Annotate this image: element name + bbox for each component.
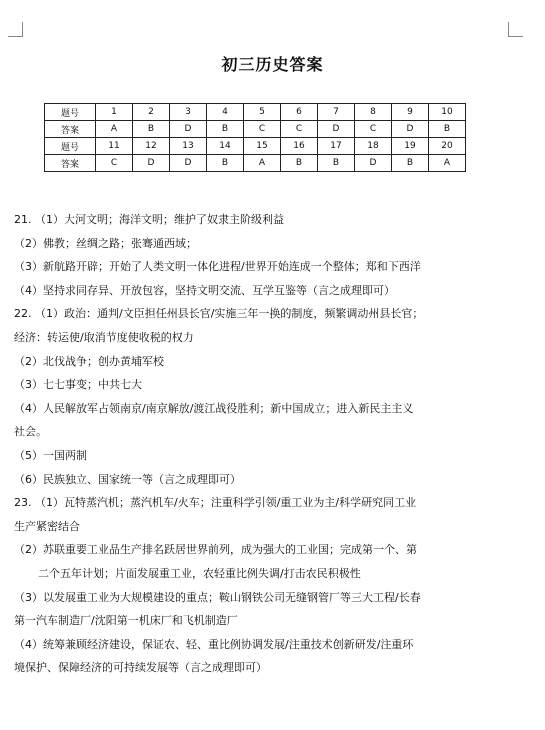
answer-cell: C (355, 121, 392, 138)
answer-table-row (45, 155, 466, 172)
answer-cell: 4 (207, 104, 244, 121)
answer-line: （3）新航路开辟；开始了人类文明一体化进程/世界开始连成一个整体；郑和下西洋 (14, 260, 421, 274)
answer-cell: 11 (96, 138, 133, 155)
answer-cell: 1 (96, 104, 133, 121)
answer-cell: C (96, 155, 133, 172)
answer-cell: 14 (207, 138, 244, 155)
corner-mark-top-right (508, 22, 523, 37)
answer-cell: B (207, 155, 244, 172)
answer-table-row (45, 121, 466, 138)
answer-cell: 9 (392, 104, 429, 121)
answer-cell: 7 (318, 104, 355, 121)
answer-cell: B (281, 155, 318, 172)
answer-cell: 10 (429, 104, 466, 121)
answer-cell: A (96, 121, 133, 138)
answer-cell: D (392, 121, 429, 138)
answer-cell: 13 (170, 138, 207, 155)
answer-cell: 12 (133, 138, 170, 155)
corner-mark-top-left (8, 22, 23, 37)
answer-line: （4）统筹兼顾经济建设，保证农、轻、重比例协调发展/注重技术创新研发/注重环 (14, 637, 414, 651)
answer-table-row (45, 104, 466, 121)
answer-table (44, 103, 466, 172)
answer-table-row (45, 138, 466, 155)
answer-line: 23. （1）瓦特蒸汽机；蒸汽机车/火车；注重科学引领/重工业为主/科学研究同工业 (14, 496, 417, 510)
answer-line: 21. （1）大河文明；海洋文明；维护了奴隶主阶级利益 (14, 213, 284, 226)
answer-cell: C (244, 121, 281, 138)
row-header-cell: 答案 (45, 121, 96, 138)
answer-cell: 5 (244, 104, 281, 121)
answer-line: 二个五年计划；片面发展重工业，农轻重比例失调/打击农民积极性 (38, 566, 361, 580)
answer-line: （4）人民解放军占领南京/南京解放/渡江战役胜利；新中国成立；进入新民主主义 (14, 401, 414, 415)
answer-cell: B (392, 155, 429, 172)
answer-line: （2）北伐战争；创办黄埔军校 (14, 354, 164, 368)
answer-cell: D (170, 121, 207, 138)
answer-line: （4）坚持求同存异、开放包容，坚持文明交流、互学互鉴等（言之成理即可） (14, 283, 395, 297)
answer-cell: D (318, 121, 355, 138)
answer-cell: B (207, 121, 244, 138)
answer-line: 经济：转运使/取消节度使收税的权力 (14, 330, 194, 344)
row-header-cell: 答案 (45, 155, 96, 172)
answer-line: 境保护、保障经济的可持续发展等（言之成理即可） (14, 661, 267, 675)
answer-cell: 15 (244, 138, 281, 155)
answer-line: （3）以发展重工业为大规模建设的重点；鞍山钢铁公司无缝钢管厂等三大工程/长春 (14, 590, 421, 604)
answer-line: 社会。 (14, 425, 47, 439)
answer-cell: D (170, 155, 207, 172)
answer-cell: 18 (355, 138, 392, 155)
answer-cell: 6 (281, 104, 318, 121)
answer-line: （2）佛教；丝绸之路；张骞通西域； (14, 236, 197, 250)
page-title: 初三历史答案 (221, 55, 324, 74)
answer-line: （2）苏联重要工业品生产排名跃居世界前列，成为强大的工业国；完成第一个、第 (14, 543, 417, 557)
row-header-cell: 题号 (45, 138, 96, 155)
answer-cell: 2 (133, 104, 170, 121)
answer-line: （5）一国两制 (14, 448, 87, 462)
answer-cell: D (355, 155, 392, 172)
answer-cell: B (133, 121, 170, 138)
answer-cell: A (429, 155, 466, 172)
answer-cell: 17 (318, 138, 355, 155)
answer-cell: 16 (281, 138, 318, 155)
answer-cell: 20 (429, 138, 466, 155)
answer-cell: 19 (392, 138, 429, 155)
row-header-cell: 题号 (45, 104, 96, 121)
answer-cell: 3 (170, 104, 207, 121)
answer-line: （6）民族独立、国家统一等（言之成理即可） (14, 472, 241, 486)
answer-line: 22. （1）政治：通判/文臣担任州县长官/实施三年一换的制度，频繁调动州县长官； (14, 307, 424, 321)
answer-line: （3）七七事变；中共七大 (14, 378, 142, 392)
answer-line: 第一汽车制造厂/沈阳第一机床厂和飞机制造厂 (14, 614, 238, 628)
answer-cell: A (244, 155, 281, 172)
answer-line: 生产紧密结合 (14, 519, 80, 533)
answer-cell: D (133, 155, 170, 172)
answer-cell: C (281, 121, 318, 138)
answer-body (14, 208, 529, 680)
answer-cell: B (318, 155, 355, 172)
answer-cell: 8 (355, 104, 392, 121)
answer-cell: B (429, 121, 466, 138)
